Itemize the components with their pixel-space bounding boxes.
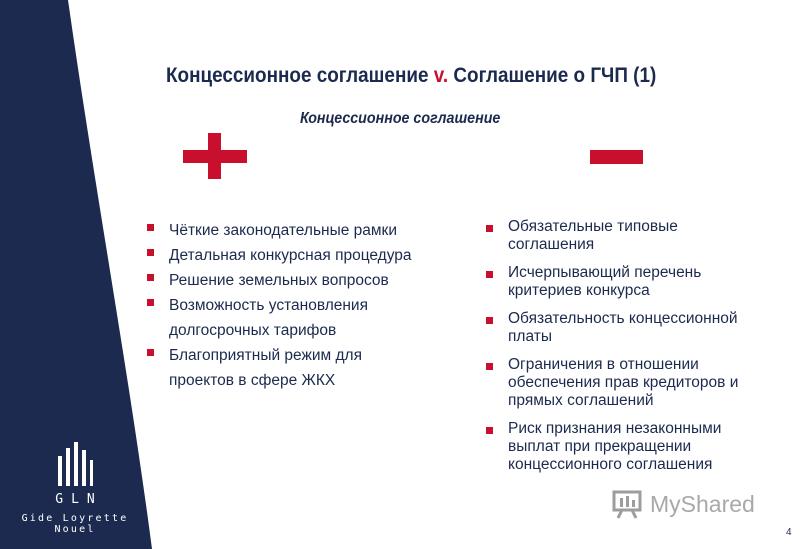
watermark <box>612 489 755 519</box>
square-bullet-icon <box>486 317 493 324</box>
square-bullet-icon <box>486 271 493 278</box>
list-item-line: Обязательность концессионной <box>508 310 738 327</box>
list-item-line: Исчерпывающий перечень <box>508 264 702 281</box>
logo-mark-icon <box>55 440 95 490</box>
logo-firm-name: Gide Loyrette Nouel <box>21 513 129 535</box>
plus-vertical <box>208 133 221 179</box>
advantages-list <box>147 218 457 393</box>
list-item <box>486 264 786 300</box>
list-item <box>486 310 786 346</box>
list-item-line: Риск признания незаконными <box>508 420 722 437</box>
list-item-line: Обязательные типовые <box>508 218 678 235</box>
list-item-line: Благоприятный режим для <box>169 347 362 364</box>
title-versus: v. <box>433 64 449 87</box>
page-number: 4 <box>786 527 792 538</box>
square-bullet-icon <box>147 349 154 356</box>
company-logo <box>0 440 150 535</box>
list-item-line: Возможность установления <box>169 297 368 314</box>
list-item <box>147 243 457 268</box>
list-item <box>486 420 786 474</box>
square-bullet-icon <box>486 427 493 434</box>
list-item-line: проектов в сфере ЖКХ <box>169 372 336 389</box>
presentation-board-icon <box>612 489 644 519</box>
slide-title <box>166 64 670 88</box>
title-part-1: Концессионное соглашение <box>166 64 434 87</box>
slide-subtitle: Концессионное соглашение <box>300 110 501 127</box>
logo-abbreviation: GLN <box>55 492 103 507</box>
list-item <box>486 356 786 410</box>
list-item-line: обеспечения прав кредиторов и <box>508 374 739 391</box>
minus-icon <box>590 150 643 164</box>
list-item-line: Решение земельных вопросов <box>169 272 389 289</box>
list-item-line: Детальная конкурсная процедура <box>169 247 412 264</box>
list-item <box>147 268 457 293</box>
list-item <box>147 343 457 393</box>
list-item-line: Ограничения в отношении <box>508 356 699 373</box>
square-bullet-icon <box>147 274 154 281</box>
plus-icon <box>183 133 247 179</box>
square-bullet-icon <box>147 249 154 256</box>
square-bullet-icon <box>486 225 493 232</box>
disadvantages-list <box>486 218 786 484</box>
list-item-line: платы <box>508 328 552 345</box>
list-item-line: выплат при прекращении <box>508 438 692 455</box>
list-item <box>147 218 457 243</box>
list-item <box>486 218 786 254</box>
list-item-line: прямых соглашений <box>508 392 654 409</box>
list-item-line: критериев конкурса <box>508 282 650 299</box>
list-item <box>147 293 457 343</box>
list-item-line: соглашения <box>508 236 595 253</box>
square-bullet-icon <box>147 299 154 306</box>
watermark-text: MyShared <box>650 490 755 517</box>
list-item-line: концессионного соглашения <box>508 456 713 473</box>
list-item-line: долгосрочных тарифов <box>169 322 337 339</box>
square-bullet-icon <box>486 363 493 370</box>
title-part-2: Соглашение о ГЧП (1) <box>448 64 657 87</box>
list-item-line: Чёткие законодательные рамки <box>169 222 397 239</box>
square-bullet-icon <box>147 224 154 231</box>
